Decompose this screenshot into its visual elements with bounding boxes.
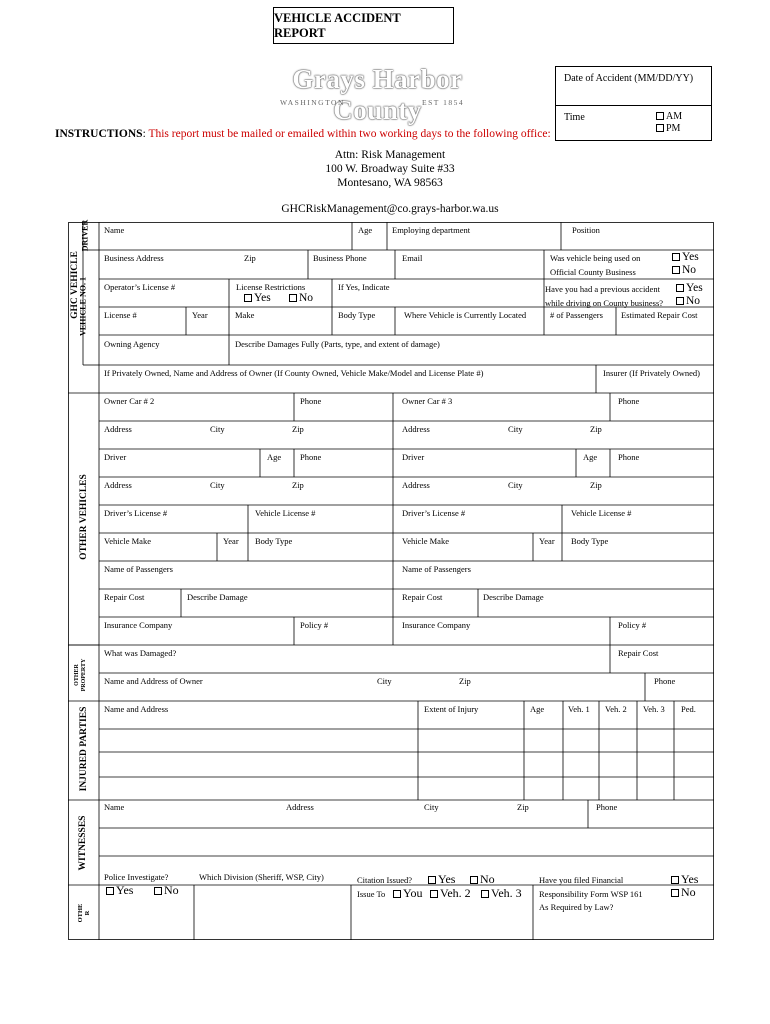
pm-option[interactable]: PM [656, 123, 680, 134]
property-zip-field[interactable]: Zip [459, 676, 471, 686]
vehicle-2-make-field[interactable]: Vehicle Make [104, 536, 151, 546]
vehicle-make-field[interactable]: Make [235, 310, 255, 320]
vehicle-2-body-field[interactable]: Body Type [255, 536, 293, 546]
police-no-option[interactable]: No [154, 883, 179, 898]
section-driver: DRIVER [80, 219, 90, 252]
property-owner-field[interactable]: Name and Address of Owner [104, 676, 203, 686]
logo-est: EST 1854 [422, 98, 465, 107]
division-field[interactable]: Which Division (Sheriff, WSP, City) [199, 872, 324, 882]
owner-3-address-field[interactable]: Address [402, 424, 430, 434]
injured-veh2-header: Veh. 2 [605, 704, 627, 714]
date-time-box [555, 66, 712, 141]
office-email: GHCRiskManagement@co.grays-harbor.wa.us [281, 203, 499, 215]
vehicle-location-field[interactable]: Where Vehicle is Currently Located [404, 310, 527, 320]
operators-license-field[interactable]: Operator’s License # [104, 282, 176, 292]
financial-yes-option[interactable]: Yes [671, 872, 698, 887]
previous-accident-question: Have you had a previous accident [545, 284, 660, 294]
vehicle-3-body-field[interactable]: Body Type [571, 536, 609, 546]
driver-3-age-field[interactable]: Age [583, 452, 598, 462]
citation-no-option[interactable]: No [470, 872, 495, 887]
witness-phone-header: Phone [596, 802, 618, 812]
financial-question-1: Have you filed Financial [539, 875, 624, 885]
driver-2-zip-field[interactable]: Zip [292, 480, 304, 490]
owner-3-phone-field[interactable]: Phone [618, 396, 640, 406]
restrictions-yes-option[interactable]: Yes [244, 292, 271, 304]
police-question: Police Investigate? [104, 872, 169, 882]
issue-to-label: Issue To [357, 889, 386, 899]
ghc-business-address-field[interactable]: Business Address [104, 253, 164, 263]
am-option[interactable]: AM [656, 111, 682, 122]
citation-question: Citation Issued? [357, 875, 413, 885]
owner-2-city-field[interactable]: City [210, 424, 225, 434]
owner-car-3-field[interactable]: Owner Car # 3 [402, 396, 453, 406]
vehicle-2-policy-field[interactable]: Policy # [300, 620, 329, 630]
section-vehicle-no-1: VEHICLE NO. 1 [78, 277, 88, 336]
previous-accident-question-2: while driving on County business? [545, 298, 664, 308]
issue-veh2-option[interactable]: Veh. 2 [430, 886, 471, 901]
injured-veh3-header: Veh. 3 [643, 704, 665, 714]
ghc-age-field[interactable]: Age [358, 225, 373, 235]
pm-checkbox[interactable] [656, 124, 664, 132]
property-city-field[interactable]: City [377, 676, 392, 686]
vehicle-2-passengers-field[interactable]: Name of Passengers [104, 564, 173, 574]
property-repair-field[interactable]: Repair Cost [618, 648, 659, 658]
vehicle-2-damage-field[interactable]: Describe Damage [187, 592, 248, 602]
section-injured-parties: INJURED PARTIES [79, 706, 89, 792]
driver-3-zip-field[interactable]: Zip [590, 480, 602, 490]
vehicle-2-license-field[interactable]: Vehicle License # [255, 508, 316, 518]
what-damaged-field[interactable]: What was Damaged? [104, 648, 177, 658]
restrictions-no-option[interactable]: No [289, 292, 313, 304]
vehicle-3-passengers-field[interactable]: Name of Passengers [402, 564, 471, 574]
owner-3-zip-field[interactable]: Zip [590, 424, 602, 434]
license-restrictions-label: License Restrictions [236, 282, 306, 292]
issue-you-option[interactable]: You [393, 886, 422, 901]
financial-question-3: As Required by Law? [539, 902, 614, 912]
owner-2-zip-field[interactable]: Zip [292, 424, 304, 434]
section-other-property: OTHER PROPERTY [74, 658, 87, 692]
report-form [68, 219, 714, 940]
citation-yes-option[interactable]: Yes [428, 872, 455, 887]
time-label: Time [564, 112, 585, 123]
witness-address-header: Address [286, 802, 314, 812]
vehicle-3-year-field[interactable]: Year [539, 536, 555, 546]
describe-damages-field[interactable]: Describe Damages Fully (Parts, type, and extent of damage) [235, 339, 440, 349]
owner-3-city-field[interactable]: City [508, 424, 523, 434]
injured-name-header: Name and Address [104, 704, 169, 714]
instructions-text: This report must be mailed or emailed within two working days to the following office: [148, 128, 551, 140]
driver-2-phone-field[interactable]: Phone [300, 452, 322, 462]
passengers-field[interactable]: # of Passengers [550, 310, 603, 320]
injured-age-header: Age [530, 704, 545, 714]
witness-zip-header: Zip [517, 802, 529, 812]
official-business-question: Was vehicle being used on [550, 253, 641, 263]
county-logo: Grays Harbor County [292, 64, 463, 125]
driver-3-city-field[interactable]: City [508, 480, 523, 490]
vehicle-year-field[interactable]: Year [192, 310, 208, 320]
owner-car-2-field[interactable]: Owner Car # 2 [104, 396, 155, 406]
ghc-email-field[interactable]: Email [402, 253, 423, 263]
official-no-option[interactable]: No [672, 264, 696, 276]
vehicle-2-insurance-field[interactable]: Insurance Company [104, 620, 173, 630]
vehicle-3-license-field[interactable]: Vehicle License # [571, 508, 632, 518]
section-other: OTHE R [77, 903, 91, 923]
address-line-2: 100 W. Broadway Suite #33 [325, 163, 455, 175]
vehicle-3-make-field[interactable]: Vehicle Make [402, 536, 449, 546]
ghc-zip-field[interactable]: Zip [244, 253, 256, 263]
estimated-repair-field[interactable]: Estimated Repair Cost [621, 310, 698, 320]
driver-2-age-field[interactable]: Age [267, 452, 282, 462]
vehicle-3-repair-field[interactable]: Repair Cost [402, 592, 443, 602]
section-other-vehicles: OTHER VEHICLES [79, 474, 89, 560]
owner-2-phone-field[interactable]: Phone [300, 396, 322, 406]
driver-3-address-field[interactable]: Address [402, 480, 430, 490]
driver-3-license-field[interactable]: Driver’s License # [402, 508, 466, 518]
injured-veh1-header: Veh. 1 [568, 704, 590, 714]
issue-veh3-option[interactable]: Veh. 3 [481, 886, 522, 901]
instructions: INSTRUCTIONS: This report must be mailed or emailed within two working days to the following office: [55, 128, 551, 140]
private-owner-field[interactable]: If Privately Owned, Name and Address of Owner (If County Owned, Vehicle Make/Model and License Plate #) [104, 368, 484, 378]
date-label: Date of Accident (MM/DD/YY) [564, 73, 694, 84]
vehicle-2-year-field[interactable]: Year [223, 536, 239, 546]
restrictions-indicate-field[interactable]: If Yes, Indicate [338, 282, 390, 292]
ghc-dept-field[interactable]: Employing department [392, 225, 471, 235]
am-checkbox[interactable] [656, 112, 664, 120]
property-phone-field[interactable]: Phone [654, 676, 676, 686]
ghc-name-field[interactable]: Name [104, 225, 125, 235]
vehicle-3-insurance-field[interactable]: Insurance Company [402, 620, 471, 630]
ghc-position-field[interactable]: Position [572, 225, 600, 235]
insurer-field[interactable]: Insurer (If Privately Owned) [603, 368, 701, 378]
vehicle-3-damage-field[interactable]: Describe Damage [483, 592, 544, 602]
injured-ped-header: Ped. [681, 704, 696, 714]
ghc-business-phone-field[interactable]: Business Phone [313, 253, 367, 263]
section-witnesses: WITNESSES [78, 815, 88, 871]
driver-2-address-field[interactable]: Address [104, 480, 132, 490]
body-type-field[interactable]: Body Type [338, 310, 376, 320]
report-title: VEHICLE ACCIDENT REPORT [273, 7, 454, 44]
injured-extent-header: Extent of Injury [424, 704, 479, 714]
previous-no-option[interactable]: No [676, 295, 700, 307]
official-yes-option[interactable]: Yes [672, 251, 699, 263]
financial-question-2: Responsibility Form WSP 161 [539, 889, 643, 899]
driver-3-phone-field[interactable]: Phone [618, 452, 640, 462]
driver-3-field[interactable]: Driver [402, 452, 425, 462]
financial-no-option[interactable]: No [671, 885, 696, 900]
vehicle-2-repair-field[interactable]: Repair Cost [104, 592, 145, 602]
owning-agency-field[interactable]: Owning Agency [104, 339, 160, 349]
license-plate-field[interactable]: License # [104, 310, 137, 320]
vehicle-3-policy-field[interactable]: Policy # [618, 620, 647, 630]
owner-2-address-field[interactable]: Address [104, 424, 132, 434]
logo-state: WASHINGTON [280, 98, 345, 107]
address-line-1: Attn: Risk Management [334, 149, 446, 161]
section-ghc-vehicle: GHC VEHICLE [70, 251, 80, 319]
official-business-question-2: Official County Business [550, 267, 636, 277]
driver-2-city-field[interactable]: City [210, 480, 225, 490]
witness-city-header: City [424, 802, 439, 812]
witness-name-header: Name [104, 802, 125, 812]
previous-yes-option[interactable]: Yes [676, 282, 703, 294]
driver-2-field[interactable]: Driver [104, 452, 127, 462]
driver-2-license-field[interactable]: Driver’s License # [104, 508, 168, 518]
police-yes-option[interactable]: Yes [106, 883, 133, 898]
address-line-3: Montesano, WA 98563 [337, 177, 443, 189]
form-grid-lines [68, 222, 714, 940]
